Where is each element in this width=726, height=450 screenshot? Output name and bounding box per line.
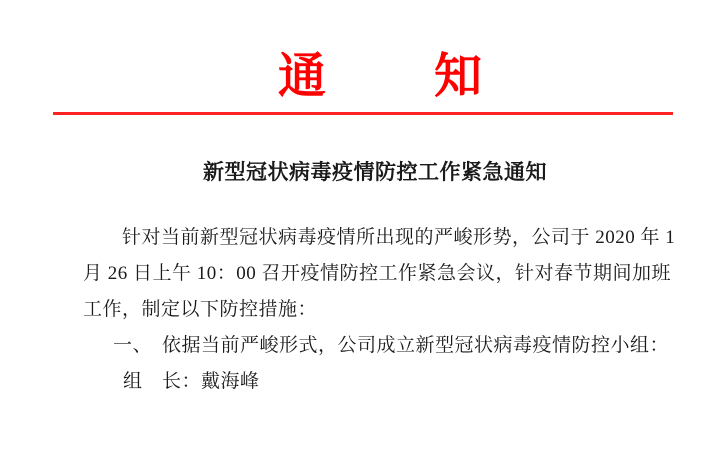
body-line-group-leader: 组 长：戴海峰 [123,371,260,392]
red-divider-line [53,112,673,115]
body-line: 月 26 日上午 10：00 召开疫情防控工作紧急会议，针对春节期间加班 [83,263,672,284]
notice-banner-title: 通 知 [277,50,486,103]
document-body [83,220,683,400]
body-line-list-item: 一、 依据当前严峻形式，公司成立新型冠状病毒疫情防控小组： [113,335,670,356]
document-heading: 新型冠状病毒疫情防控工作紧急通知 [203,160,547,184]
body-line: 工作，制定以下防控措施： [83,299,318,320]
body-line: 针对当前新型冠状病毒疫情所出现的严峻形势，公司于 2020 年 1 [122,227,676,248]
